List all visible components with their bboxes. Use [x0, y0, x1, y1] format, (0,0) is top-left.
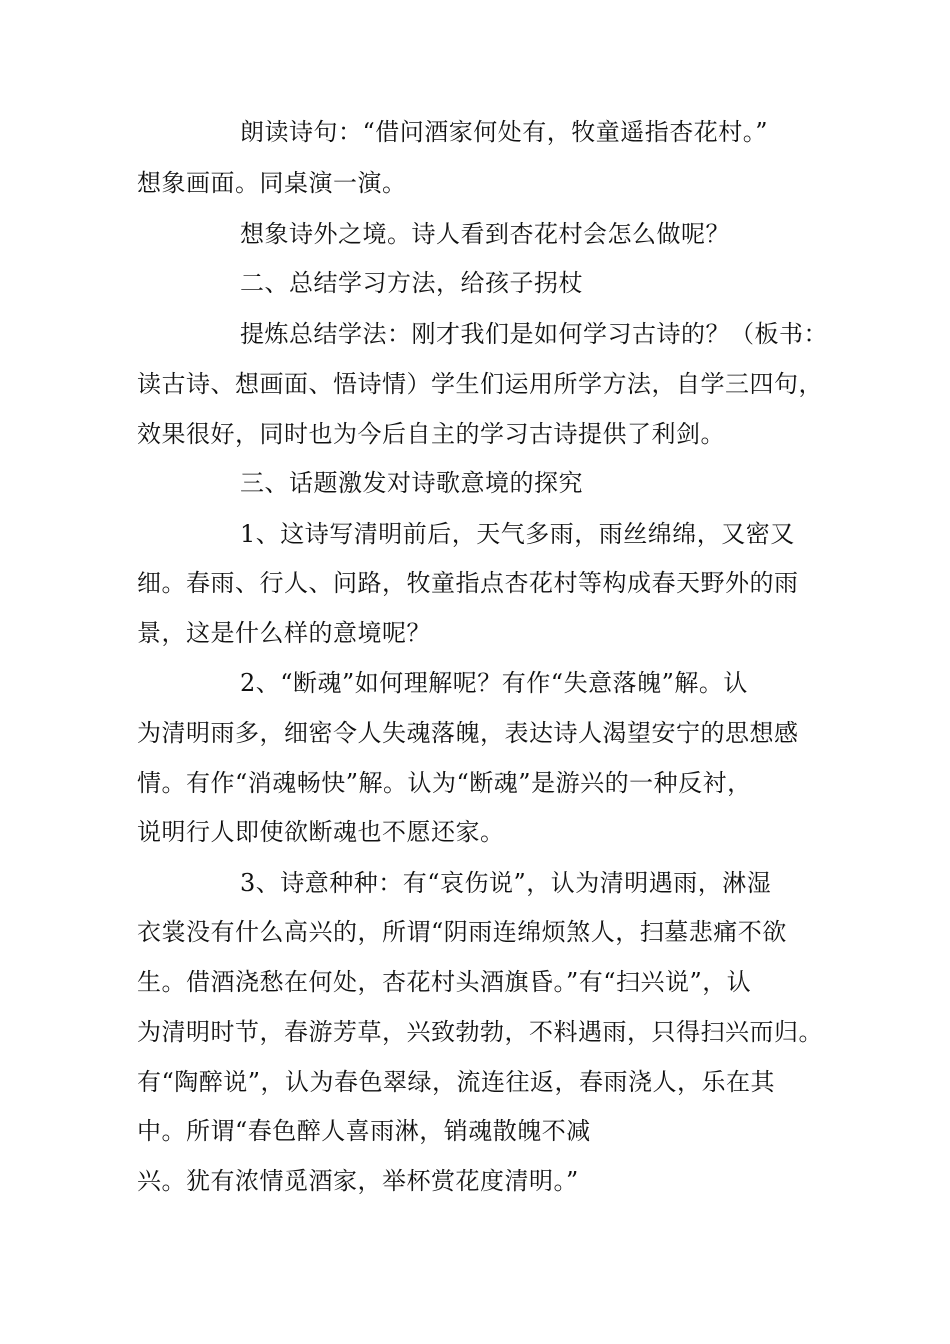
text-line: 生。借酒浇愁在何处，杏花村头酒旗昏。”有“扫兴说”，认 — [137, 968, 752, 996]
section-heading: 二、总结学习方法，给孩子拐杖 — [240, 269, 583, 297]
text-line: 读古诗、想画面、悟诗情）学生们运用所学方法，自学三四句， — [137, 370, 823, 398]
text-line: 3、诗意种种：有“哀伤说”，认为清明遇雨，淋湿 — [240, 869, 772, 897]
text-line: 效果很好，同时也为今后自主的学习古诗提供了利剑。 — [137, 420, 725, 448]
text-line: 2、“断魂”如何理解呢？有作“失意落魄”解。认 — [240, 669, 748, 697]
text-line: 提炼总结学法：刚才我们是如何学习古诗的？（板书： — [240, 320, 828, 348]
text-line: 为清明时节，春游芳草，兴致勃勃，不料遇雨，只得扫兴而归。 — [137, 1018, 823, 1046]
text-line: 想象诗外之境。诗人看到杏花村会怎么做呢？ — [240, 220, 730, 248]
text-line: 为清明雨多，细密令人失魂落魄，表达诗人渴望安宁的思想感 — [137, 719, 799, 747]
text-line: 情。有作“消魂畅快”解。认为“断魂”是游兴的一种反衬， — [137, 769, 752, 797]
text-line: 衣裳没有什么高兴的，所谓“阴雨连绵烦煞人，扫墓悲痛不欲 — [137, 918, 787, 946]
text-line: 细。春雨、行人、问路，牧童指点杏花村等构成春天野外的雨 — [137, 569, 799, 597]
text-line: 有“陶醉说”，认为春色翠绿，流连往返，春雨浇人，乐在其 — [137, 1068, 776, 1096]
text-line: 说明行人即使欲断魂也不愿还家。 — [137, 818, 505, 846]
text-line: 中。所谓“春色醉人喜雨淋，销魂散魄不减 — [137, 1117, 591, 1145]
text-line: 兴。犹有浓情觅酒家，举杯赏花度清明。” — [137, 1167, 579, 1195]
text-line: 朗读诗句：“借问酒家何处有，牧童遥指杏花村。” — [240, 118, 769, 146]
section-heading: 三、话题激发对诗歌意境的探究 — [240, 469, 583, 497]
text-line: 想象画面。同桌演一演。 — [137, 169, 407, 197]
text-line: 1、这诗写清明前后，天气多雨，雨丝绵绵，又密又 — [240, 520, 795, 548]
text-line: 景，这是什么样的意境呢？ — [137, 619, 431, 647]
